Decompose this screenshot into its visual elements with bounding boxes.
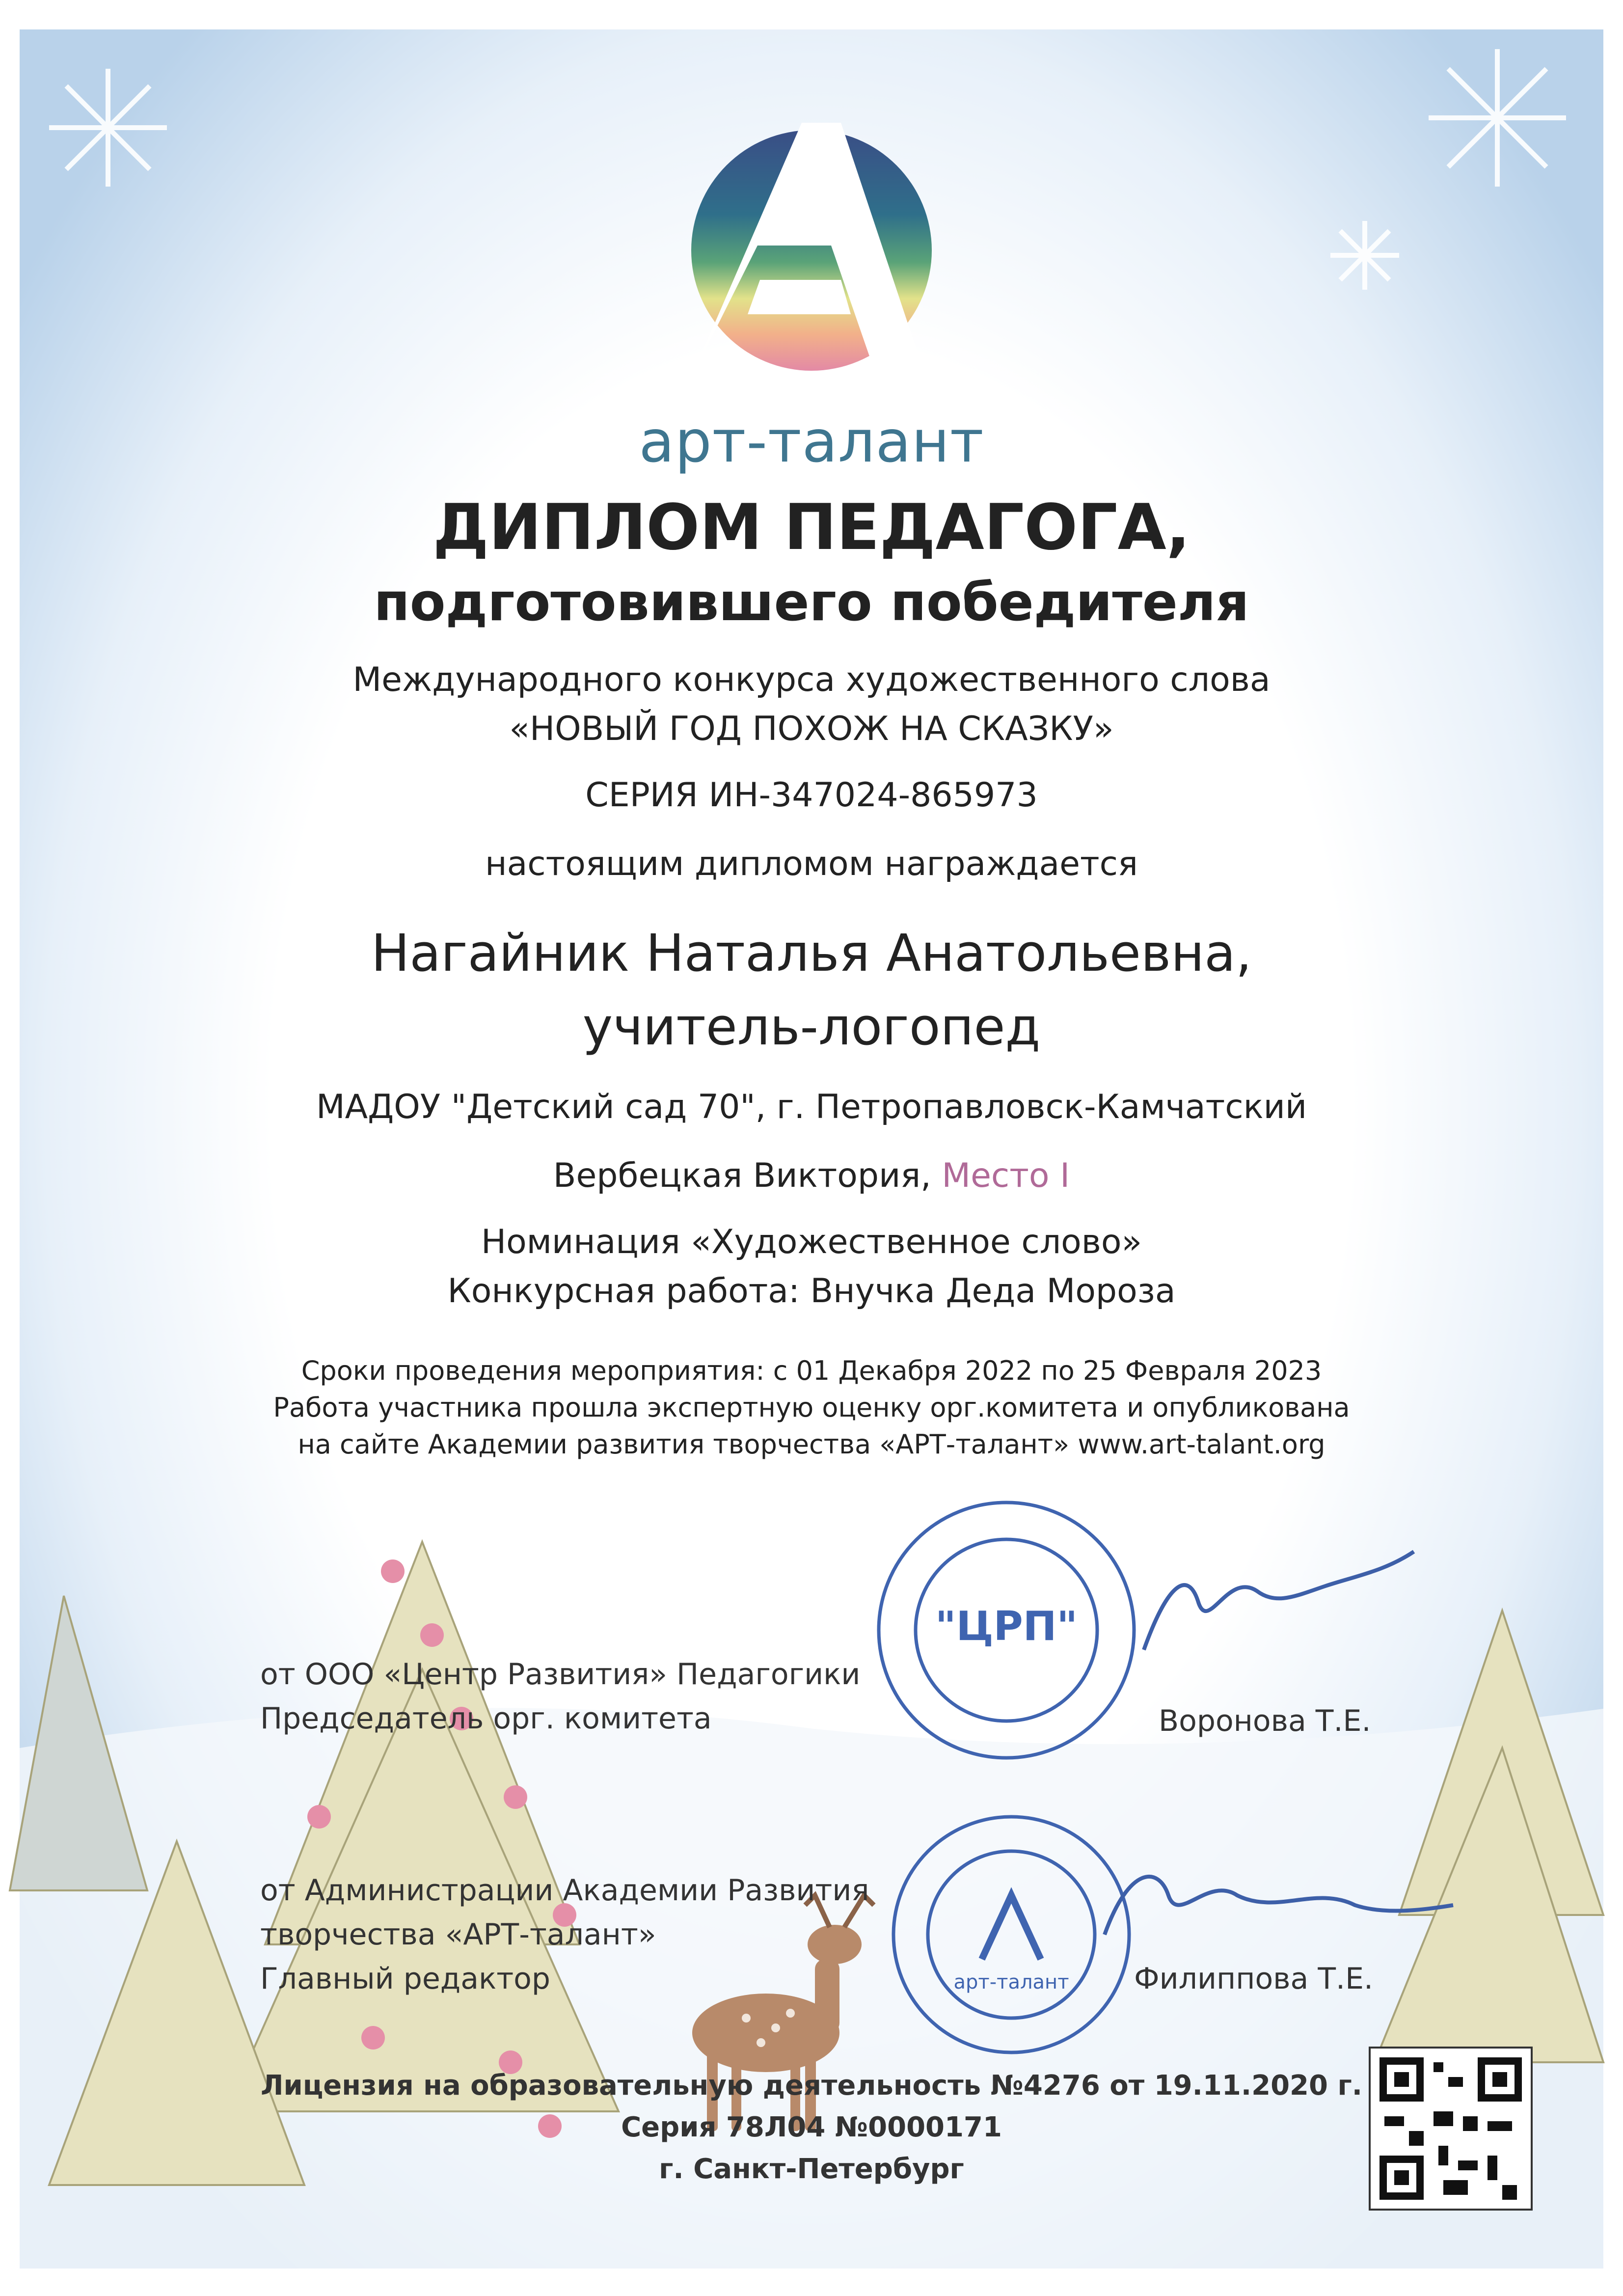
seal-center-text: "ЦРП"	[935, 1603, 1078, 1650]
signatory-2-title	[260, 1868, 869, 2001]
student-line	[0, 1156, 1623, 1195]
seal-stamp-crp	[879, 1503, 1134, 1758]
license-line2: Серия 78Л04 №0000171	[621, 2111, 1002, 2143]
signatory-2-name: Филиппова Т.Е.	[1134, 1962, 1374, 1996]
nomination: Номинация «Художественное слово»	[481, 1223, 1142, 1261]
signatory-2-line2: творчества «АРТ-талант»	[260, 1917, 656, 1952]
license-line1: Лицензия на образовательную деятельность №4276 от 19.11.2020 г.	[260, 2070, 1363, 2102]
signatory-1-name: Воронова Т.Е.	[1159, 1704, 1371, 1738]
check-note-line1: Работа участника прошла экспертную оценку орг.комитета и опубликована	[273, 1392, 1350, 1423]
signatory-1-line1: от ООО «Центр Развития» Педагогики	[260, 1657, 861, 1692]
signatory-2-line3: Главный редактор	[260, 1962, 550, 1996]
event-dates: Сроки проведения мероприятия: с 01 Декабря 2022 по 25 Февраля 2023	[301, 1355, 1322, 1386]
license-line3: г. Санкт-Петербург	[659, 2153, 964, 2185]
svg-text:арт-талант: арт-талант	[953, 1971, 1069, 1994]
signatory-2-line1: от Администрации Академии Развития	[260, 1873, 869, 1908]
place-label: Место I	[942, 1156, 1070, 1195]
organization: МАДОУ "Детский сад 70", г. Петропавловск-Камчатский	[316, 1088, 1307, 1126]
awarded-text: настоящим дипломом награждается	[485, 845, 1138, 883]
contest-title: «НОВЫЙ ГОД ПОХОЖ НА СКАЗКУ»	[509, 710, 1114, 748]
signatory-1-title	[260, 1652, 860, 1741]
student-name: Вербецкая Виктория,	[553, 1156, 931, 1195]
recipient-name: Нагайник Наталья Анатольевна,	[371, 923, 1252, 983]
contest-work: Конкурсная работа: Внучка Деда Мороза	[447, 1272, 1176, 1311]
contest-name: Международного конкурса художественного слова	[352, 660, 1271, 699]
diploma-subtitle: подготовившего победителя	[374, 572, 1249, 632]
diploma-series: СЕРИЯ ИН-347024-865973	[585, 776, 1038, 815]
signatory-1-line2: Председатель орг. комитета	[260, 1701, 712, 1736]
check-note-line2: на сайте Академии развития творчества «АРТ-талант» www.art-talant.org	[298, 1429, 1325, 1460]
recipient-role: учитель-логопед	[582, 997, 1041, 1057]
diploma-title: ДИПЛОМ ПЕДАГОГА,	[433, 491, 1190, 564]
brand-name: арт-талант	[639, 408, 984, 475]
